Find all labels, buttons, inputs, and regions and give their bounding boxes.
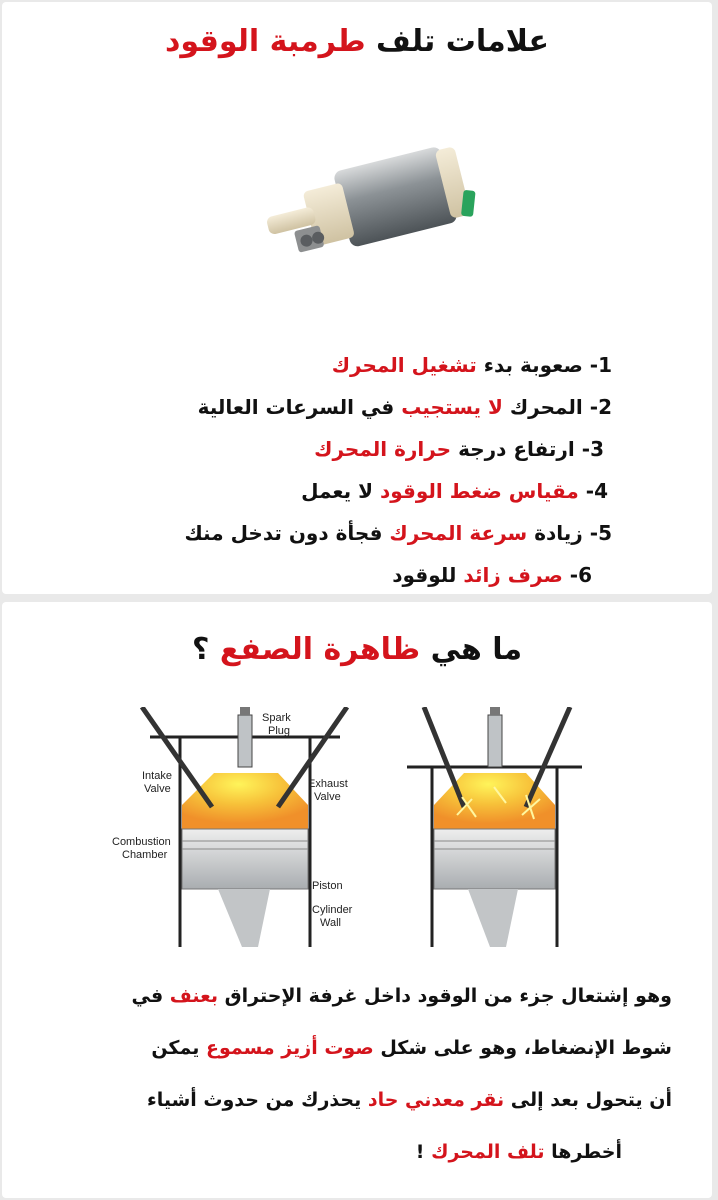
svg-text:Spark: Spark	[262, 712, 291, 724]
svg-text:Wall: Wall	[320, 917, 341, 929]
knocking-cylinder	[407, 707, 582, 947]
fuel-pump-image	[252, 134, 492, 294]
engine-diagram	[102, 707, 612, 947]
svg-text:Valve: Valve	[314, 791, 341, 803]
list-item: 3- ارتفاع درجة حرارة المحرك	[314, 437, 604, 461]
svg-text:Combustion: Combustion	[112, 836, 171, 848]
list-item: 2- المحرك لا يستجيب في السرعات العالية	[197, 395, 612, 419]
title-text: علامات تلف	[376, 24, 549, 59]
svg-text:Plug: Plug	[268, 725, 291, 737]
list-item: 6- صرف زائد للوقود	[392, 563, 592, 587]
card-title: ما هي ظاهرة الصفع ؟	[191, 632, 523, 667]
svg-text:Cylinder: Cylinder	[312, 904, 353, 916]
list-item: 4- مقياس ضغط الوقود لا يعمل	[301, 479, 608, 503]
symptom-list	[184, 344, 612, 596]
svg-text:Intake: Intake	[142, 770, 172, 782]
list-item: 1- صعوبة بدء تشغيل المحرك	[331, 353, 612, 377]
svg-text:Exhaust: Exhaust	[308, 778, 348, 790]
card-title	[2, 24, 712, 59]
normal-combustion-cylinder	[112, 707, 353, 947]
knock-description: وهو إشتعال جزء من الوقود داخل غرفة الإحتراق بعنف في شوط الإنضغاط، وهو على شكل صوت أزيز مسموع يمكن أن يتحول بعد إلى نقر معدني حاد يحذرك من حدوث أشياء أخطرها تلف المحرك !	[131, 985, 672, 1163]
svg-text:Chamber: Chamber	[122, 849, 168, 861]
fuel-pump-card	[2, 2, 712, 594]
list-item: 5- زيادة سرعة المحرك فجأة دون تدخل منك	[184, 521, 612, 545]
svg-text:Piston: Piston	[312, 880, 343, 892]
svg-text:Valve: Valve	[144, 783, 171, 795]
title-highlight: طرمبة الوقود	[165, 24, 366, 59]
knock-card	[2, 602, 712, 1198]
